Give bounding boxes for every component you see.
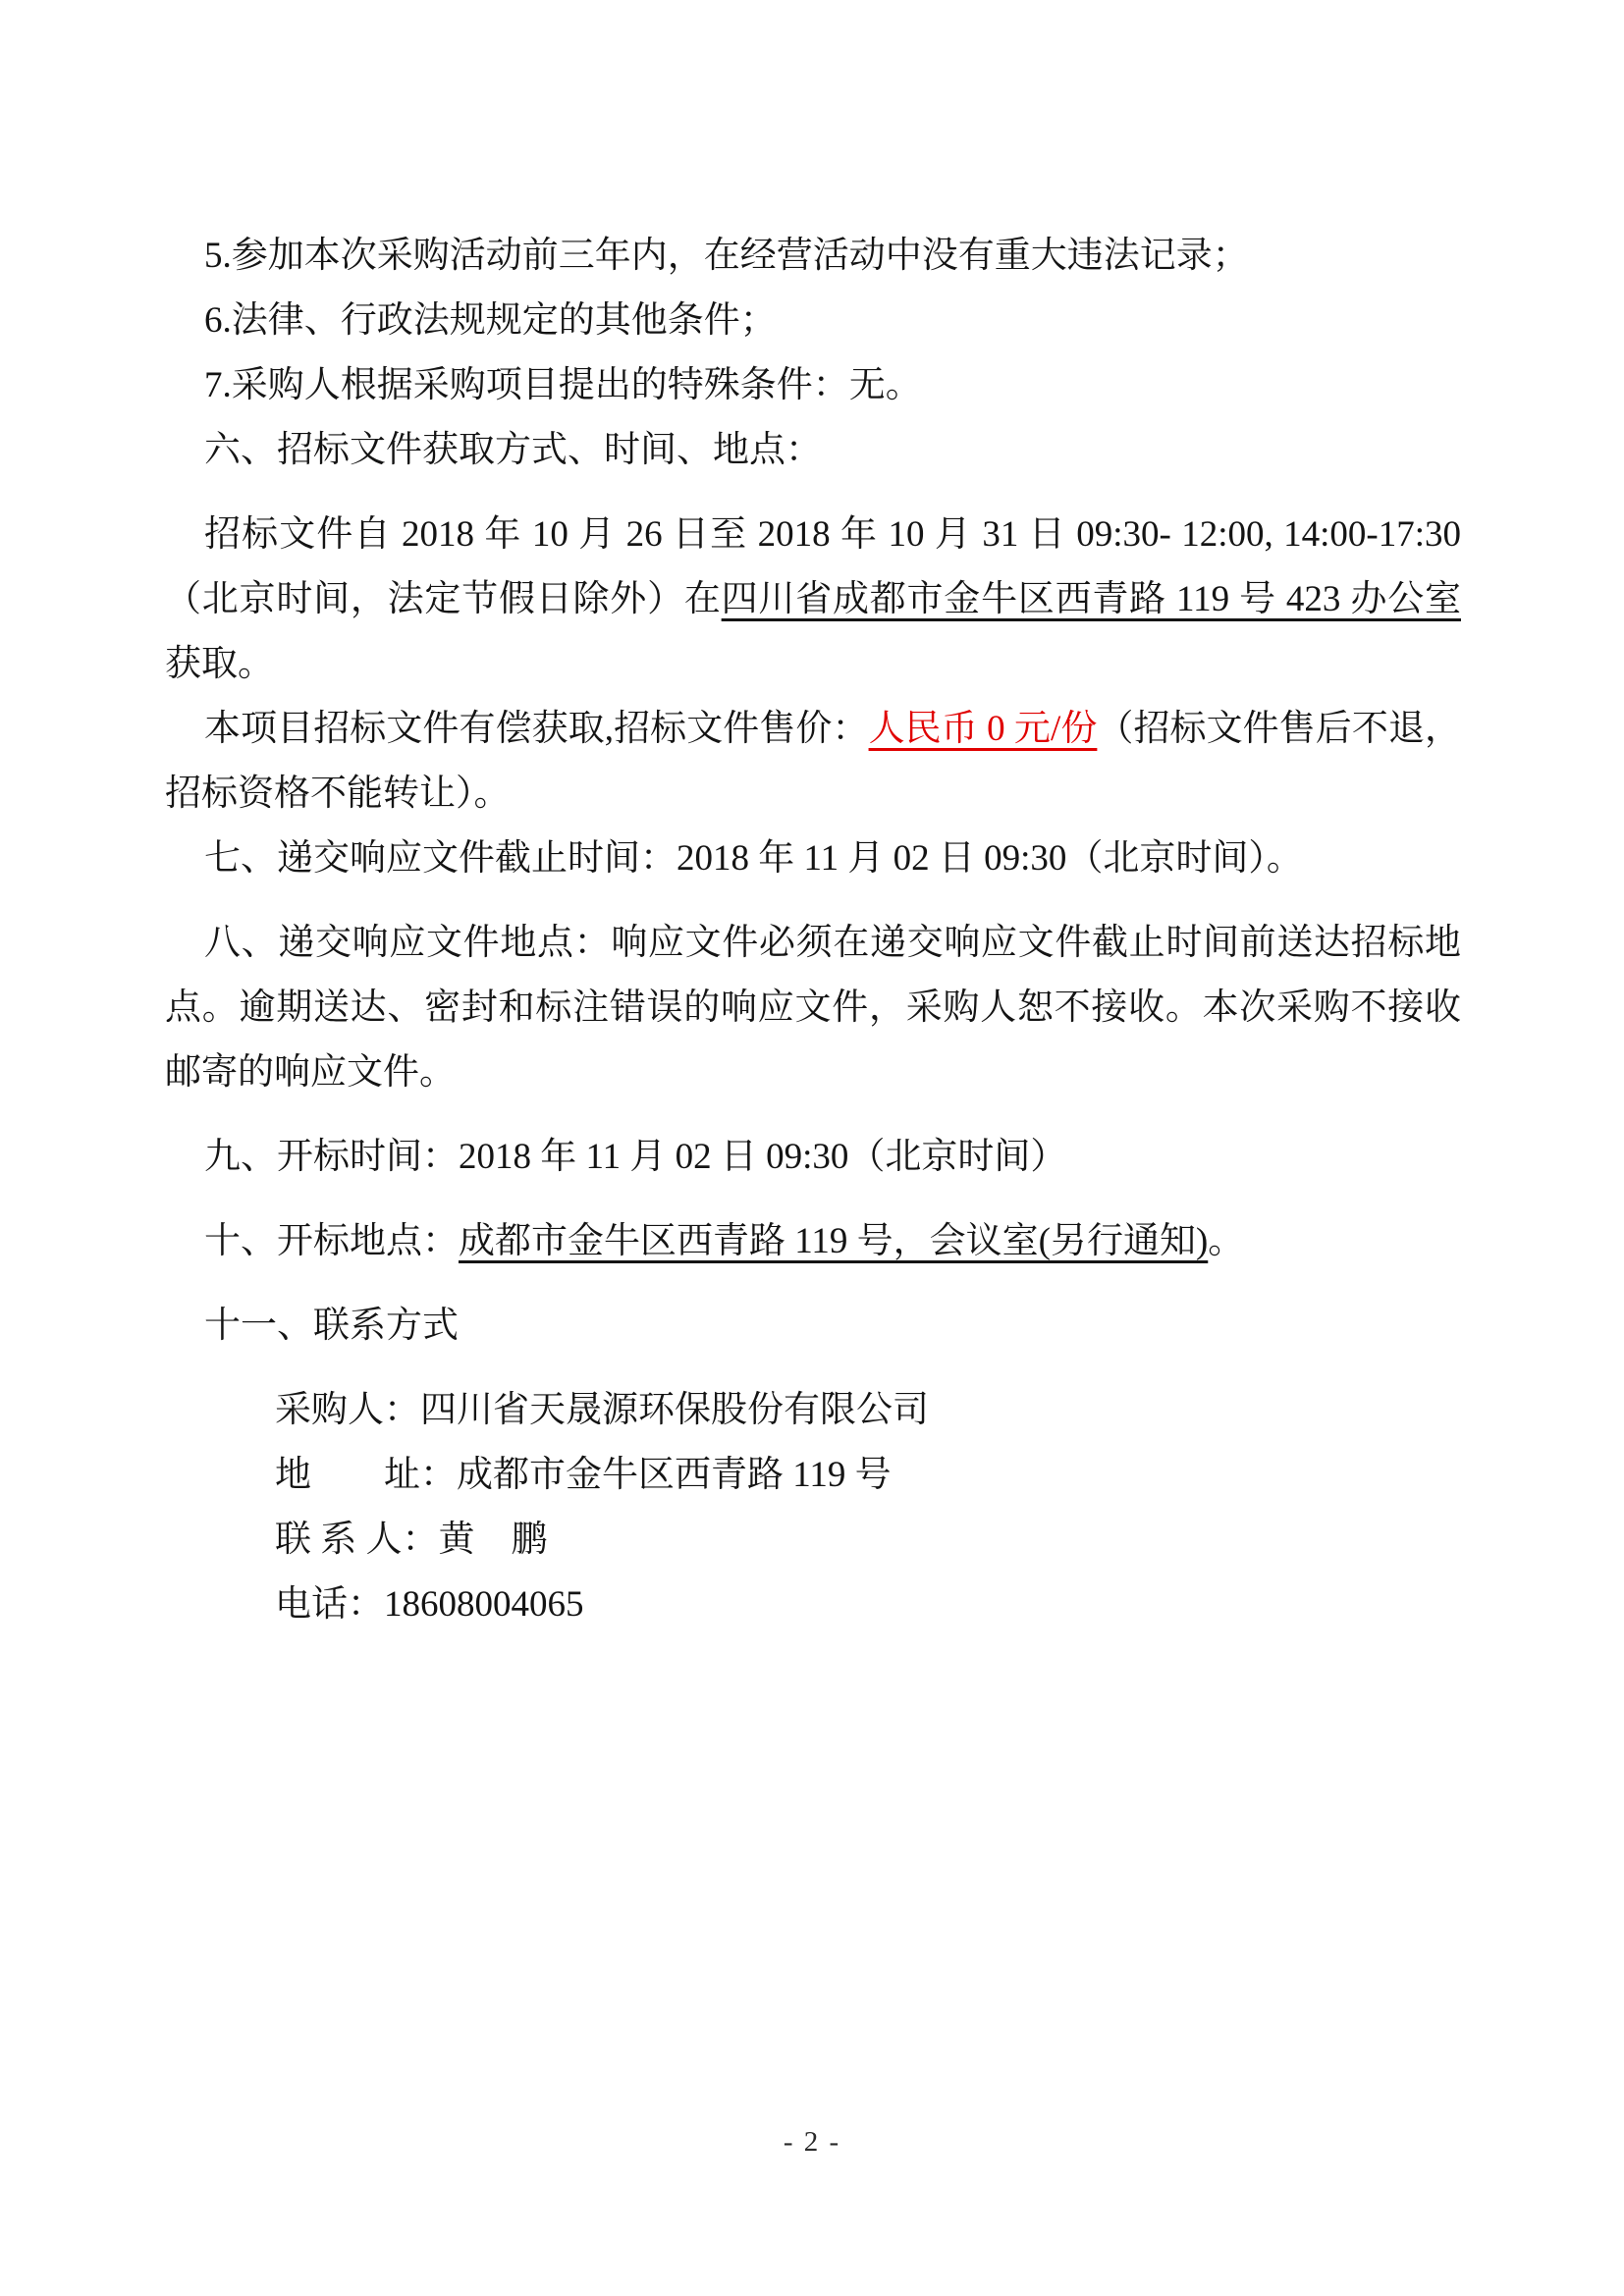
- opening-place-tail: 。: [1208, 1221, 1245, 1261]
- contact-purchaser: 采购人：四川省天晟源环保股份有限公司: [275, 1390, 929, 1430]
- opening-place-lead: 十、开标地点：: [204, 1221, 459, 1261]
- section-6-obtain-paragraph: [165, 503, 1461, 697]
- opening-place-address-underlined: 成都市金牛区西青路 119 号，会议室(另行通知): [459, 1221, 1209, 1261]
- contact-phone: 电话：18608004065: [275, 1584, 584, 1625]
- contact-person: 联 系 人：黄 鹏: [275, 1520, 548, 1560]
- section-11-heading: 十一、联系方式: [204, 1306, 459, 1346]
- section-7-deadline: 七、递交响应文件截止时间：2018 年 11 月 02 日 09:30（北京时间）。: [204, 838, 1303, 879]
- obtain-lead-text: 招标文件自 2018 年 10 月 26 日至 2018 年 10 月 31 日 09:30- 12:00, 14:00-17:30（北京时间，法定节假日除外）在: [165, 514, 1461, 619]
- section-10-opening-place: [165, 1209, 1461, 1274]
- obtain-address-underlined: 四川省成都市金牛区西青路 119 号 423 办公室: [721, 579, 1461, 619]
- section-8-delivery-paragraph: 八、递交响应文件地点：响应文件必须在递交响应文件截止时间前送达招标地点。逾期送达、密封和标注错误的响应文件，采购人恕不接收。本次采购不接收邮寄的响应文件。: [165, 923, 1461, 1093]
- section-9-opening-time: 九、开标时间：2018 年 11 月 02 日 09:30（北京时间）: [204, 1137, 1067, 1177]
- page-number: - 2 -: [783, 2126, 841, 2158]
- condition-item-7: 7.采购人根据采购项目提出的特殊条件：无。: [204, 365, 922, 405]
- contact-address: 地 址：成都市金牛区西青路 119 号: [275, 1455, 892, 1495]
- document-body: [165, 224, 1461, 1637]
- price-tail-text: （招标文件售后不退，招标资格不能转让）。: [165, 709, 1462, 814]
- obtain-tail-text: 获取。: [165, 644, 274, 684]
- price-lead-text: 本项目招标文件有偿获取,招标文件售价：: [204, 709, 869, 749]
- condition-item-5: 5.参加本次采购活动前三年内，在经营活动中没有重大违法记录；: [204, 236, 1249, 276]
- condition-item-6: 6.法律、行政法规规定的其他条件；: [204, 300, 777, 341]
- price-value-red-underlined: 人民币 0 元/份: [868, 709, 1098, 749]
- section-6-price-paragraph: [165, 697, 1461, 827]
- section-6-heading: 六、招标文件获取方式、时间、地点：: [204, 430, 822, 470]
